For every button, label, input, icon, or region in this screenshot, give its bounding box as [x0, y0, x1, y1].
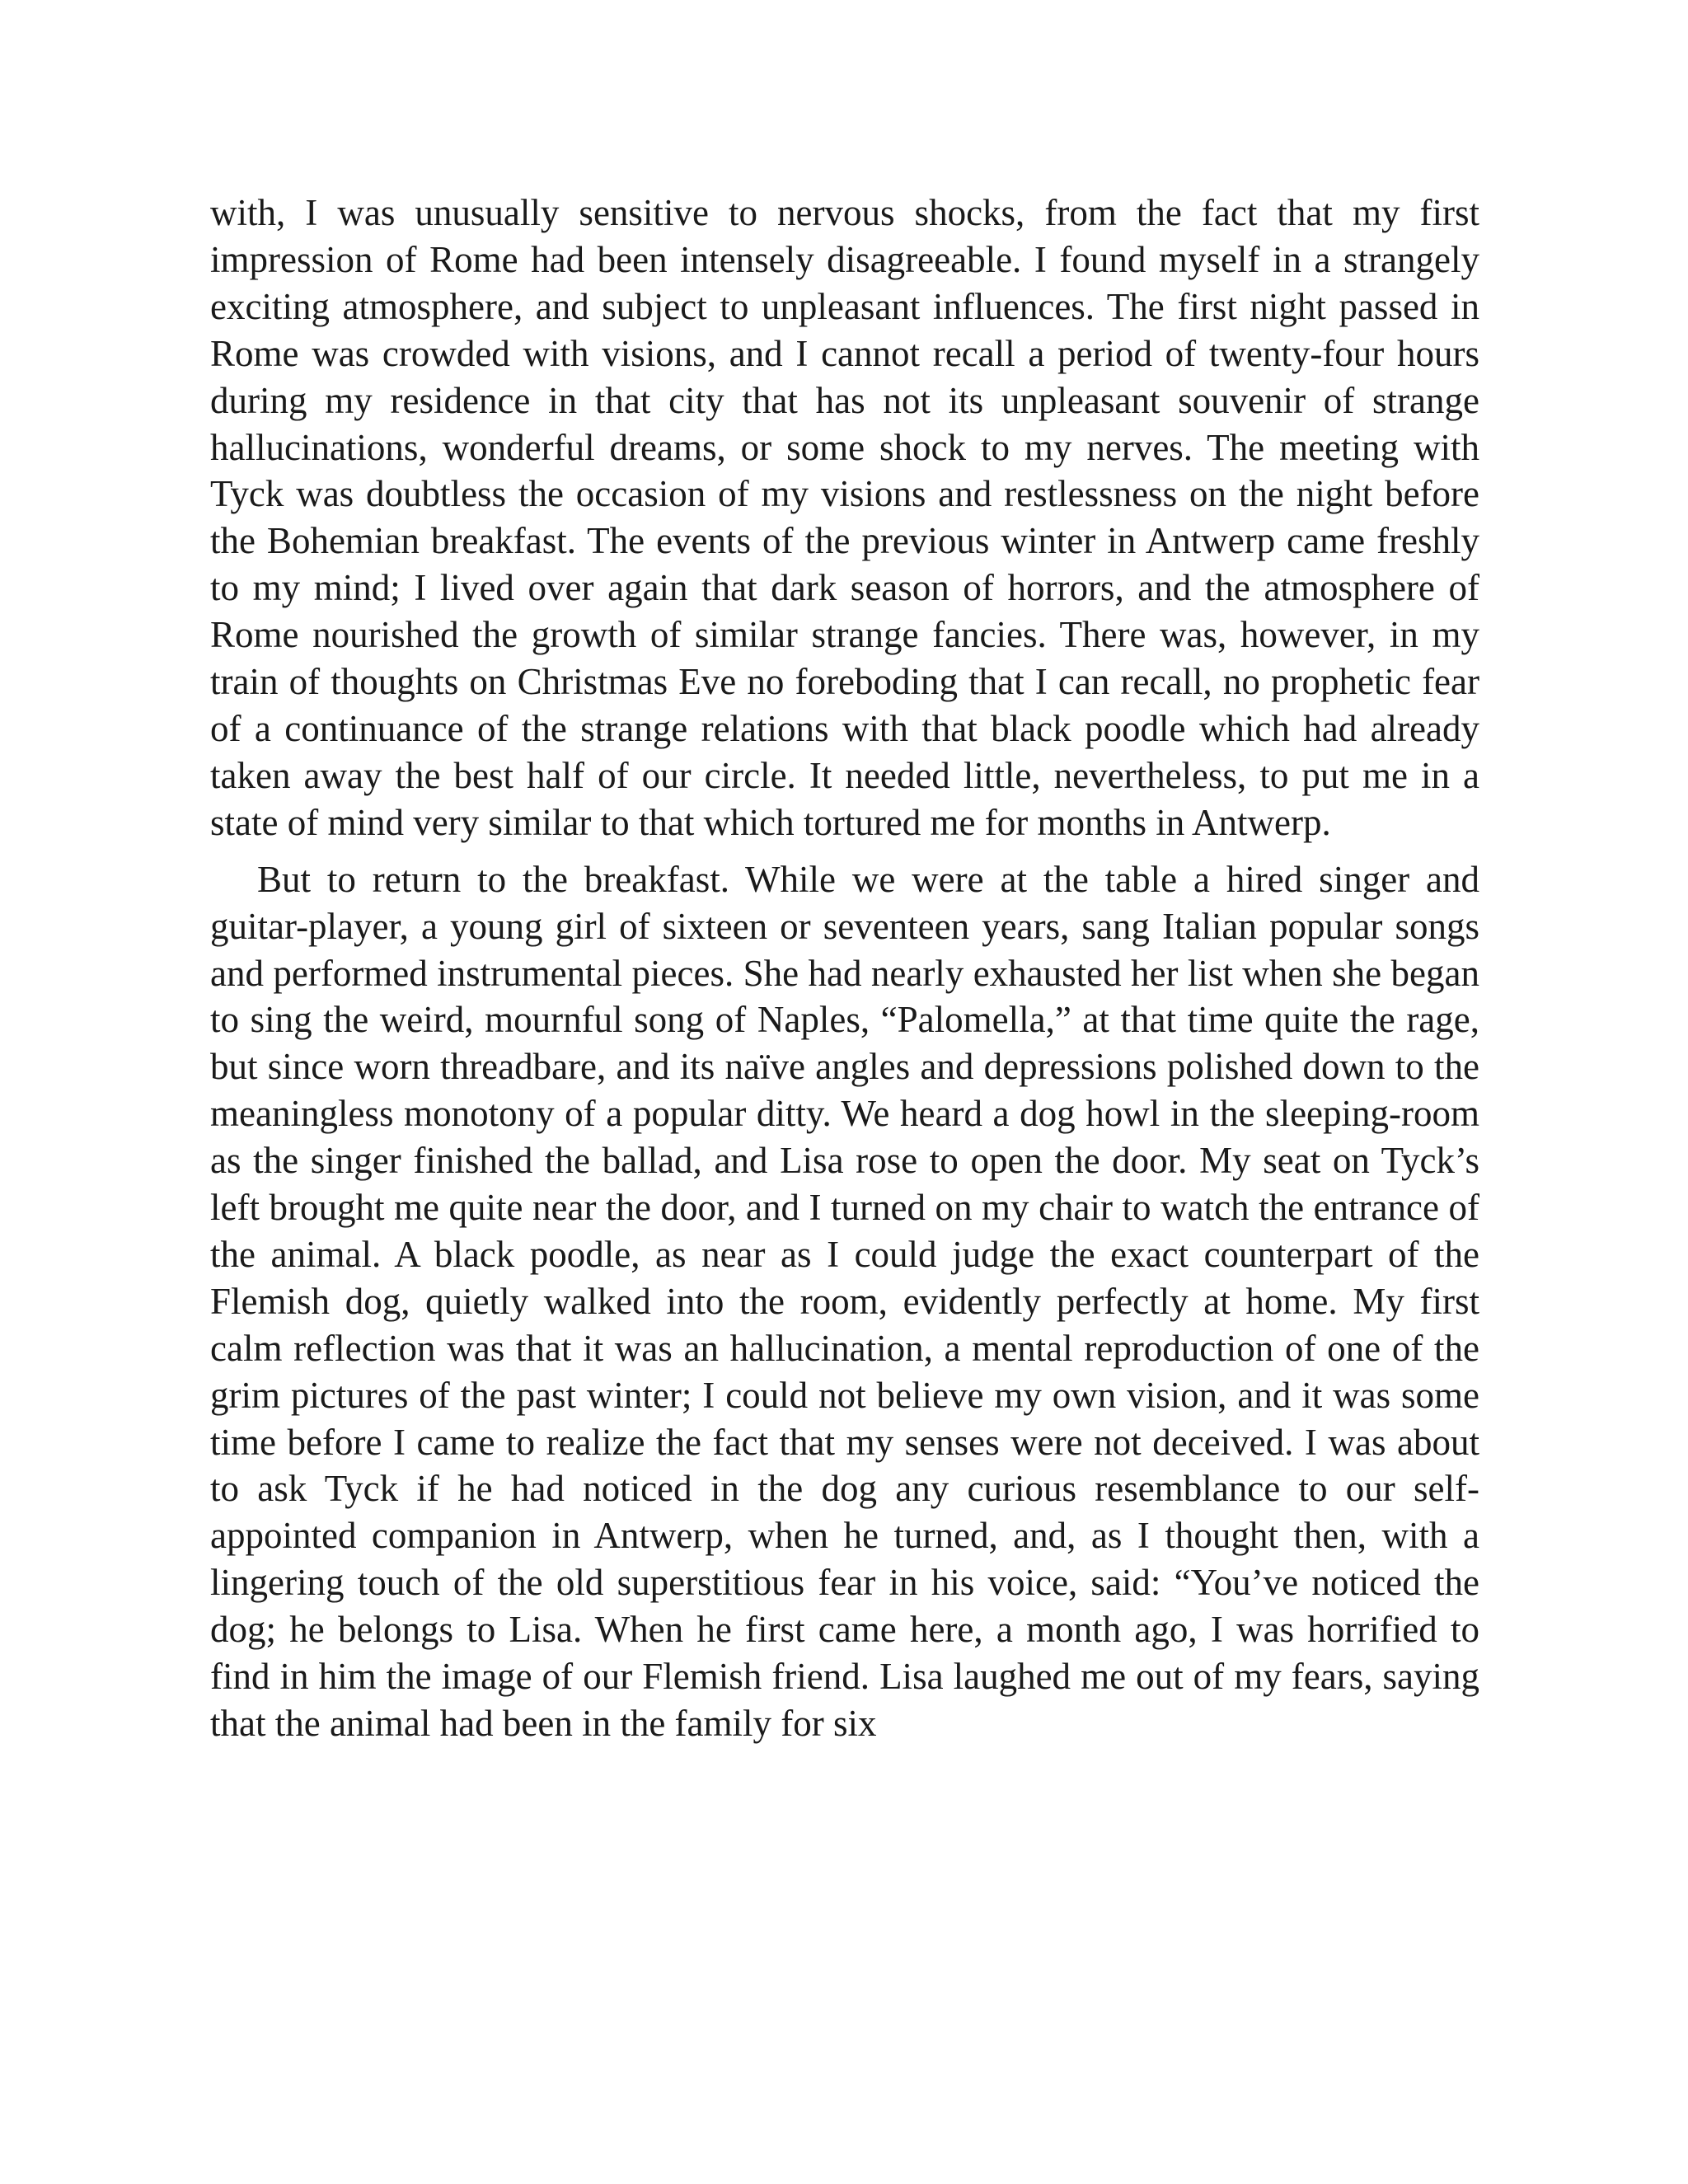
- book-page: [210, 190, 1479, 1747]
- paragraph-2: But to return to the breakfast. While we were at the table a hired singer and guitar-player, a young girl of sixteen or seventeen years, sang Italian popular songs and performed instrumental pieces. She had nearly exhausted her list when she began to sing the weird, mournful song of Naples, “Palomella,” at that time quite the rage, but since worn threadbare, and its naïve angles and depressions polished down to the meaningless monotony of a popular ditty. We heard a dog howl in the sleeping-room as the singer finished the ballad, and Lisa rose to open the door. My seat on Tyck’s left brought me quite near the door, and I turned on my chair to watch the entrance of the animal. A black poodle, as near as I could judge the exact counterpart of the Flemish dog, quietly walked into the room, evidently perfectly at home. My first calm reflection was that it was an hallucination, a mental reproduction of one of the grim pictures of the past winter; I could not believe my own vision, and it was some time before I came to realize the fact that my senses were not deceived. I was about to ask Tyck if he had noticed in the dog any curious resemblance to our self-appointed companion in Antwerp, when he turned, and, as I thought then, with a lingering touch of the old superstitious fear in his voice, said: “You’ve noticed the dog; he belongs to Lisa. When he first came here, a month ago, I was horrified to find in him the image of our Flemish friend. Lisa laughed me out of my fears, saying that the animal had been in the family for six: [210, 858, 1479, 1744]
- paragraph-1: with, I was unusually sensitive to nervous shocks, from the fact that my first impression of Rome had been intensely disagreeable. I found myself in a strangely exciting atmosphere, and subject to unpleasant influences. The first night passed in Rome was crowded with visions, and I cannot recall a period of twenty-four hours during my residence in that city that has not its unpleasant souvenir of strange hallucinations, wonderful dreams, or some shock to my nerves. The meeting with Tyck was doubtless the occasion of my visions and restlessness on the night before the Bohemian breakfast. The events of the previous winter in Antwerp came freshly to my mind; I lived over again that dark season of horrors, and the atmosphere of Rome nourished the growth of similar strange fancies. There was, however, in my train of thoughts on Christmas Eve no foreboding that I can recall, no prophetic fear of a continuance of the strange relations with that black poodle which had already taken away the best half of our circle. It needed little, nevertheless, to put me in a state of mind very similar to that which tortured me for months in Antwerp.: [210, 192, 1479, 843]
